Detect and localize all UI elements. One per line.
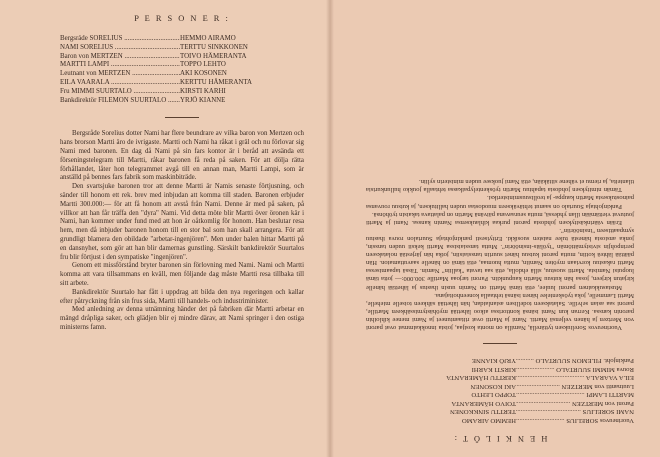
cast-row xyxy=(366,356,634,365)
cast-row xyxy=(60,70,304,79)
cast-row xyxy=(366,416,634,425)
cast-actor: HEMMO AIRAMO xyxy=(180,35,236,42)
cast-role: NAMI SORELIUS ..... xyxy=(516,407,634,416)
cast-actor: YRJÖ KIANNE xyxy=(180,96,226,104)
right-page xyxy=(330,0,660,457)
cast-actor: AKI KOSONEN xyxy=(180,70,227,78)
synopsis-paragraph: Tämän nimityksen johdosta tapahtuu Martin työskentelypaikassa tehtaalla joukko hullunkurisia tilanteita, ja riemu ei vähene siitäkään, että Nami juoksee uuden ministerin syliin. xyxy=(366,178,634,194)
cast-row xyxy=(60,79,304,88)
cast-role: Baron von MERTZEN ..... xyxy=(60,53,180,62)
synopsis-paragraph: Genom ett missförstånd bryter baronen sin förlovning med Nami. Nami och Martti komma att vara tillsammans en kväll, men följande dag måste Martti resa tillbaka till sitt arbete. xyxy=(60,262,304,287)
cast-role: Fru MIMMI SUURTALO ..... xyxy=(60,88,180,97)
section-divider xyxy=(165,117,199,118)
synopsis xyxy=(366,177,634,331)
cast-role: EILA VAARALA ..... xyxy=(516,373,634,382)
cast-role: Bergsråde SORELIUS ..... xyxy=(60,35,180,44)
cast-actor: TOIVO HÄMERANTA xyxy=(180,52,247,60)
cast-role: EILA VAARALA ..... xyxy=(60,79,180,88)
cast-role: Rouva MIMMI SUURTALO ..... xyxy=(516,365,634,374)
cast-actor: KERTTU HÄMERANTA xyxy=(446,374,516,382)
synopsis-paragraph: Pankinjohtaja Suurtalo on saanut tehtäväkseen muodostaa uuden hallituksen, ja kutsuu rouvansa painostuksesta Martin kauppa- ja teollisuusministeriksi. xyxy=(366,194,634,210)
page-fold xyxy=(326,0,334,457)
cast-role: Pankinjoht. FILEMON SUURTALO ..... xyxy=(516,356,634,365)
synopsis-paragraph: Bankdirektör Suurtalo har fått i uppdrag att bilda den nya regeringen och kallar efter påtryckning från sin frus sida, Martti till handels- och industriminister. xyxy=(60,288,304,305)
cast-actor: TOPPO LEHTO xyxy=(471,391,516,399)
cast-actor: KIRSTI KARHI xyxy=(471,366,516,373)
cast-row xyxy=(366,390,634,399)
cast-heading: H E N K I L Ö T : xyxy=(452,434,548,443)
cast-row xyxy=(366,365,634,374)
cast-row xyxy=(366,399,634,408)
cast-role: Leutnant von MERTZEN ..... xyxy=(60,70,180,79)
cast-row xyxy=(366,407,634,416)
cast-role: MARTTI LAMPI ..... xyxy=(60,61,180,70)
cast-row xyxy=(366,382,634,391)
cast-row xyxy=(60,44,304,53)
cast-actor: TOPPO LEHTO xyxy=(180,61,226,69)
synopsis-paragraph: Vuorineuvos Soreliuksen tyttärellä, Namilla on monta kosijaa, joista innokkaimmat ovat paroni von Mertzen ja hänen veljensä Martti. Nami ja Martti ovat riitaantuneet ja Nami menee kihloihin paronin kanssa. Kerran kun Nami isänsä konttorissa aikoo lähettää myöhästymissähkeen Martille, paroni saa asian selville. Salatakseen todellisen asianlaidan, hän lähettää sähkeen toiselle miehelle, Martti Lammelle, joka työskentelee hänen isänsä tehtaalla koneenhoitajana. xyxy=(366,291,634,331)
cast-row xyxy=(60,53,304,62)
cast-actor: KERTTU HÄMERANTA xyxy=(180,78,252,86)
cast-actor: AKI KOSONEN xyxy=(470,383,516,390)
synopsis-paragraph: Erään väärinkäsityksen johdosta paroni purkaa kihlauksensa Namin kanssa. Nami ja Martti joutuvat viettämään illan yhdessä, mutta seuraavana päivänä Martin on palattava takaisin työhönsä. xyxy=(366,210,634,226)
cast-role: Paroni von MERTZEN ..... xyxy=(516,399,634,408)
cast-actor: TOIVO HÄMERANTA xyxy=(451,400,516,407)
cast-row xyxy=(60,35,304,44)
cast-actor: YRJÖ KIANNE xyxy=(471,357,516,365)
cast-role: Vuorineuvos SORELIUS ..... xyxy=(516,416,634,425)
cast-list xyxy=(366,356,634,424)
cast-row xyxy=(60,97,304,106)
synopsis-paragraph: Bergsråde Sorelius dotter Nami har flere beundrare av vilka baron von Mertzen och hans brorson Martti äro de ivrigaste. Martti och Nami ha råkat i gräl och nu förlovar sig Nami med baronen. En dag då Nami på sin fars kontor är i beråd att avsända ett förseningstelegram till Martti, råkar baronen få reda på saken. För att dölja rätta förhållandet, låter hon telegrammet avgå till en annan man, Martti Lampi, som är anställd på bennes fars fabrik som maskinbiträde. xyxy=(60,130,304,182)
cast-role: Luutnantti von MERTZEN ..... xyxy=(516,382,634,391)
cast-row xyxy=(366,373,634,382)
cast-row xyxy=(60,61,304,70)
cast-actor: HEMMO AIRAMO xyxy=(461,417,516,424)
section-divider xyxy=(483,343,517,344)
cast-list xyxy=(60,35,304,105)
cast-row xyxy=(60,88,304,97)
cast-heading: P E R S O N E R : xyxy=(134,14,230,23)
upside-down-page xyxy=(330,0,660,457)
synopsis-paragraph: Den svartsjuke baronen tror att denne Martti är Namis senaste förtjusning, och sänder till honom ett rek. brev med inbjudan att komma till staden. Baronen erbjuder Martti 300.000:— för att få honom att avstå från Nami. Denne är med på saken, på villkor att han får träffa den "dyra" Nami. Vid detta möte blir Martti över öronen kär i Nami, han kommer under fund med att hon är oåtkomlig för honom. Han beslutar resa hem, men då inbjuder baronen honom till en stor bal som han skall arrangera. För att grundligt blamera den obildade "arbetar-ingenjören". Men under balen hittar Martti på en dansnyhet, som gör att han blir damernas gunstling. Särskilt bankdirektör Suurtalos fru blir förtjust i den sympatiske "ingenjören". xyxy=(60,183,304,261)
cast-actor: TERTTU SINKKONEN xyxy=(180,43,248,51)
cast-role: MARTTI LAMPI ..... xyxy=(516,390,634,399)
cast-role: NAMI SORELIUS ..... xyxy=(60,44,180,53)
synopsis-paragraph: Med anledning av denna utnämning händer det på fabriken där Martti arbetar en mängd dråpliga saker, och glädjen blir ej mindre därav, att Nami springer i den ostiga ministerns famn. xyxy=(60,306,304,331)
cast-role: Bankdirektör FILEMON SUURTALO ..... xyxy=(60,97,180,106)
cast-actor: KIRSTI KARHI xyxy=(180,87,226,95)
synopsis-paragraph: Mustasukkainen paroni luulee, että tämä Martti on Namin uusin ihastus ja lähettää hänelle kirjatun kirjeen, jossa hän kutsuu Martin kaupunkiin. Paroni tarjoaa Martille 300.000:— jotta tämä luopuisi Namista. Martti suostuu, sillä ehdolla, että saa tavata "kalliin" Namin. Tässä tapaamisessa Martti rakastuu korviaan myöten Namiin, mutta huomaa, että tämä on hänelle saavuttamaton. Hän päättää lähteä kotiin, mutta paroni kutsuu hänet suuriin tanssiaisiin, jotka hän järjestää nolatakseen perinpohjin sivistymättömän "työläis-insinöörin". Mutta tanssiaisissa Martti keksii uuden tanssin, jonka ansiosta hänestä tulee naisten suosikki. Erityisesti pankinjohtaja Suurtalon rouva ihastuu sympaattiseen "insinööriin". xyxy=(366,226,634,291)
synopsis xyxy=(60,130,304,332)
cast-actor: TERTTU SINKKONEN xyxy=(450,408,516,416)
